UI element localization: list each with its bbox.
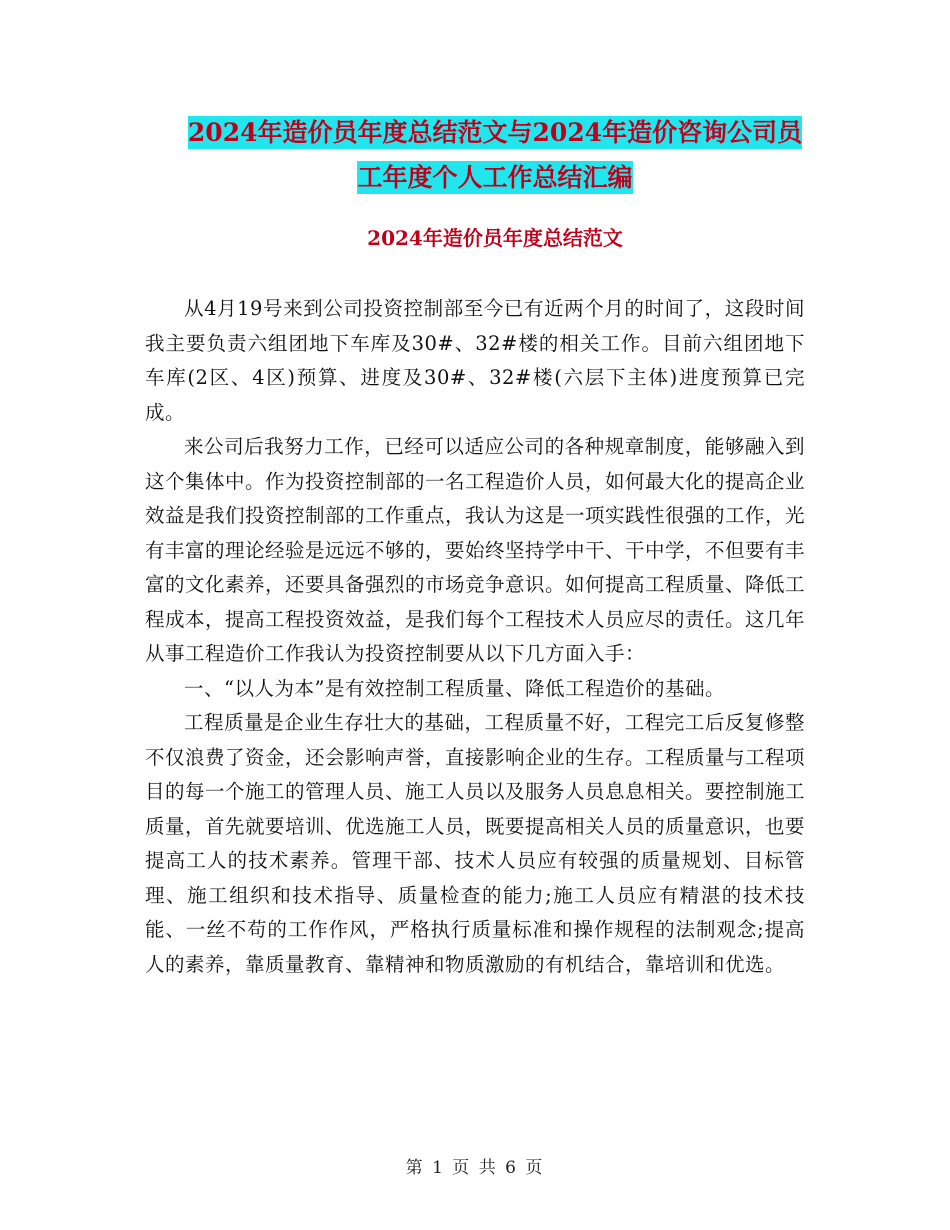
document-title-line-1: 2024年造价员年度总结范文与2024年造价咨询公司员 — [187, 118, 803, 147]
document-title — [145, 110, 845, 200]
section-title: 2024年造价员年度总结范文 — [367, 226, 623, 250]
document-title-line-2: 工年度个人工作总结汇编 — [357, 163, 633, 192]
body-text — [145, 292, 805, 982]
paragraph-1: 从4月19号来到公司投资控制部至今已有近两个月的时间了，这段时间我主要负责六组团地下车库及30#、32#楼的相关工作。目前六组团地下车库(2区、4区)预算、进度及30#、32#楼(六层下主体)进度预算已完成。 — [145, 297, 805, 424]
page-footer: 第 1 页 共 6 页 — [405, 1158, 545, 1178]
paragraph-2: 来公司后我努力工作，已经可以适应公司的各种规章制度，能够融入到这个集体中。作为投资控制部的一名工程造价人员，如何最大化的提高企业效益是我们投资控制部的工作重点，我认为这是一项实践性很强的工作，光有丰富的理论经验是远远不够的，要始终坚持学中干、干中学，不但要有丰富的文化素养，还要具备强烈的市场竞争意识。如何提高工程质量、降低工程成本，提高工程投资效益，是我们每个工程技术人员应尽的责任。这几年从事工程造价工作我认为投资控制要从以下几方面入手： — [145, 435, 806, 665]
paragraph-3: 一、“以人为本”是有效控制工程质量、降低工程造价的基础。 — [184, 676, 725, 700]
paragraph-4: 工程质量是企业生存壮大的基础，工程质量不好，工程完工后反复修整不仅浪费了资金，还会影响声誉，直接影响企业的生存。工程质量与工程项目的每一个施工的管理人员、施工人员以及服务人员息息相关。要控制施工质量，首先就要培训、优选施工人员，既要提高相关人员的质量意识，也要提高工人的技术素养。管理干部、技术人员应有较强的质量规划、目标管理、施工组织和技术指导、质量检查的能力;施工人员应有精湛的技术技能、一丝不苟的工作作风，严格执行质量标准和操作规程的法制观念;提高人的素养，靠质量教育、靠精神和物质激励的有机结合，靠培训和优选。 — [145, 711, 806, 976]
